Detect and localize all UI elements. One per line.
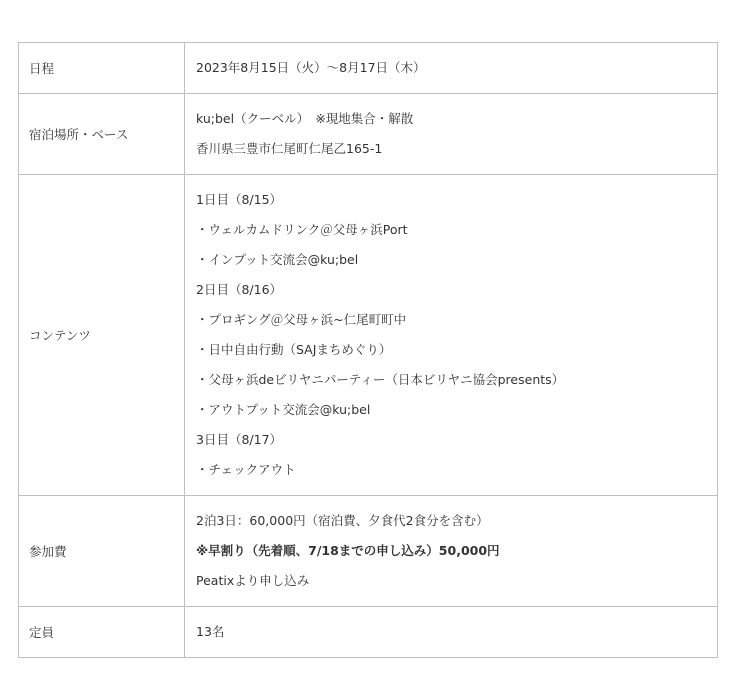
table-row-fee [19, 496, 718, 607]
contents-item: ・チェックアウト [196, 462, 296, 477]
row-value-accommodation [185, 94, 718, 175]
contents-item: ・日中自由行動（SAJまちめぐり） [196, 342, 392, 357]
day-1-heading: 1日目（8/15） [196, 192, 283, 207]
accommodation-name: ku;bel（クーベル） ※現地集合・解散 [196, 111, 414, 126]
row-value-capacity [185, 607, 718, 658]
capacity-value: 13名 [196, 624, 225, 639]
row-value-schedule [185, 43, 718, 94]
row-label-fee: 参加費 [19, 496, 185, 607]
fee-standard: 2泊3日：60,000円（宿泊費、夕食代2食分を含む） [196, 513, 489, 528]
contents-item: ・ウェルカムドリンク＠父母ヶ浜Port [196, 222, 408, 237]
contents-item: ・インプット交流会@ku;bel [196, 252, 359, 267]
row-label-accommodation: 宿泊場所・ベース [19, 94, 185, 175]
row-value-contents [185, 175, 718, 496]
row-label-contents: コンテンツ [19, 175, 185, 496]
contents-item: ・父母ヶ浜deビリヤニパーティー（日本ビリヤニ協会presents） [196, 372, 565, 387]
table-row-capacity [19, 607, 718, 658]
contents-item: ・プロギング＠父母ヶ浜~仁尾町町中 [196, 312, 407, 327]
row-label-capacity: 定員 [19, 607, 185, 658]
row-value-fee [185, 496, 718, 607]
contents-item: ・アウトプット交流会@ku;bel [196, 402, 371, 417]
schedule-dates: 2023年8月15日（火）〜8月17日（木） [196, 60, 426, 75]
table-row-accommodation [19, 94, 718, 175]
table-row-contents [19, 175, 718, 496]
fee-early-bird: ※早割り（先着順、7/18までの申し込み）50,000円 [196, 543, 500, 558]
accommodation-address: 香川県三豊市仁尾町仁尾乙165-1 [196, 141, 383, 156]
day-2-heading: 2日目（8/16） [196, 282, 283, 297]
fee-application-note: Peatixより申し込み [196, 573, 310, 588]
event-info-table [18, 42, 718, 658]
table-row-schedule [19, 43, 718, 94]
row-label-schedule: 日程 [19, 43, 185, 94]
day-3-heading: 3日目（8/17） [196, 432, 283, 447]
